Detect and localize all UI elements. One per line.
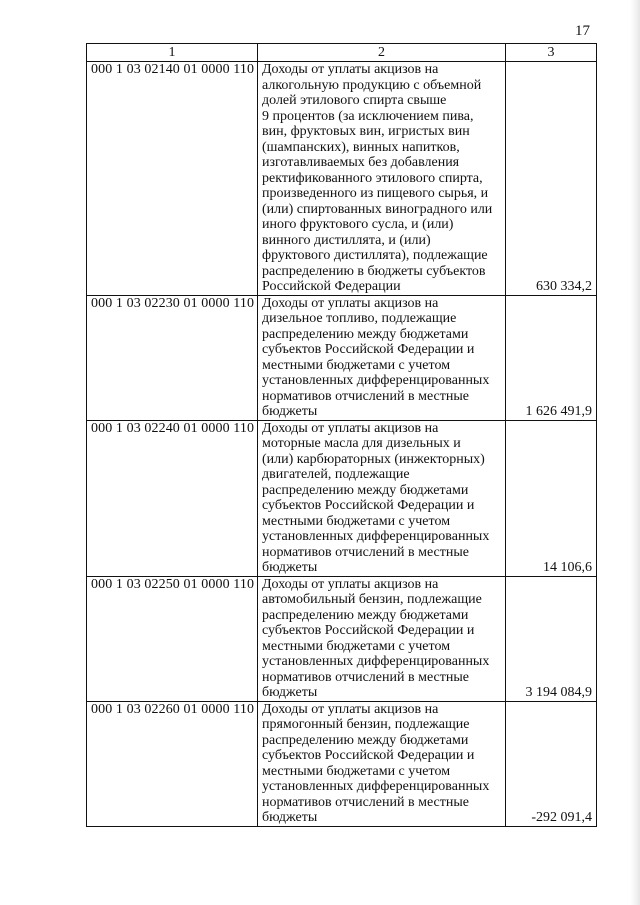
revenue-name-line: 9 процентов (за исключением пива,: [262, 108, 474, 124]
revenue-name-line: иного фруктового сусла, и (или): [262, 217, 454, 232]
revenue-name-line: фруктового дистиллята), подлежащие: [262, 248, 488, 263]
revenue-name-line: нормативов отчислений в местные: [262, 544, 469, 560]
revenue-name-line: местными бюджетами с учетом: [262, 638, 451, 654]
revenue-name-line: субъектов Российской Федерации и: [262, 748, 475, 763]
revenue-name-line: установленных дифференцированных: [262, 529, 490, 544]
revenue-name-line: (или) карбюраторных (инжекторных): [262, 451, 485, 467]
column-header-amount: 3: [506, 44, 597, 62]
revenue-name-line: моторные масла для дизельных и: [262, 436, 461, 451]
revenue-name-line: алкогольную продукцию с объемной: [262, 77, 482, 93]
revenue-name-line: нормативов отчислений в местные: [262, 388, 469, 404]
revenue-name-line: Российской Федерации: [262, 279, 401, 294]
revenue-name-line: Доходы от уплаты акцизов на: [262, 701, 439, 717]
revenue-name-line: (шампанских), винных напитков,: [262, 139, 460, 155]
revenue-name-line: распределению между бюджетами: [262, 607, 469, 623]
revenue-code: 000 1 03 02140 01 0000 110: [87, 62, 258, 296]
revenue-name: [258, 420, 506, 576]
revenue-amount: 1 626 491,9: [506, 295, 597, 420]
table-row: [87, 295, 597, 420]
revenue-name-line: местными бюджетами с учетом: [262, 357, 451, 373]
revenue-amount: 14 106,6: [506, 420, 597, 576]
table-row: [87, 576, 597, 701]
revenue-name-line: произведенного из пищевого сырья, и: [262, 186, 489, 201]
revenue-name-line: бюджеты: [262, 810, 318, 825]
revenue-name: [258, 576, 506, 701]
revenue-name-line: нормативов отчислений в местные: [262, 669, 469, 685]
page-number: 17: [575, 23, 590, 39]
revenue-name-line: установленных дифференцированных: [262, 373, 490, 388]
revenue-name-line: субъектов Российской Федерации и: [262, 623, 475, 638]
scan-edge-shadow: [630, 0, 640, 905]
revenue-table: [86, 43, 597, 827]
revenue-amount: 3 194 084,9: [506, 576, 597, 701]
revenue-name-line: двигателей, подлежащие: [262, 467, 410, 482]
revenue-name-line: Доходы от уплаты акцизов на: [262, 420, 439, 436]
revenue-name-line: прямогонный бензин, подлежащие: [262, 717, 470, 732]
revenue-name-line: бюджеты: [262, 560, 318, 575]
revenue-name-line: субъектов Российской Федерации и: [262, 498, 475, 513]
revenue-name-line: установленных дифференцированных: [262, 654, 490, 669]
revenue-code: 000 1 03 02250 01 0000 110: [87, 576, 258, 701]
revenue-name-line: местными бюджетами с учетом: [262, 513, 451, 529]
revenue-name-line: установленных дифференцированных: [262, 779, 490, 794]
revenue-name-line: Доходы от уплаты акцизов на: [262, 576, 439, 592]
table-row: [87, 701, 597, 826]
revenue-amount: -292 091,4: [506, 701, 597, 826]
revenue-code: 000 1 03 02260 01 0000 110: [87, 701, 258, 826]
revenue-name-line: распределению между бюджетами: [262, 482, 469, 498]
revenue-name-line: бюджеты: [262, 685, 318, 700]
revenue-name-line: субъектов Российской Федерации и: [262, 342, 475, 357]
header-row: [87, 44, 597, 62]
revenue-name-line: бюджеты: [262, 404, 318, 419]
column-header-name: 2: [258, 44, 506, 62]
revenue-name: [258, 701, 506, 826]
table-header: [87, 44, 597, 62]
revenue-name-line: ректификованного этилового спирта,: [262, 170, 483, 186]
revenue-name-line: распределению между бюджетами: [262, 732, 469, 748]
revenue-name-line: Доходы от уплаты акцизов на: [262, 62, 439, 77]
revenue-name: [258, 295, 506, 420]
table-row: [87, 62, 597, 296]
revenue-name-line: Доходы от уплаты акцизов на: [262, 295, 439, 311]
revenue-name-line: местными бюджетами с учетом: [262, 763, 451, 779]
revenue-code: 000 1 03 02240 01 0000 110: [87, 420, 258, 576]
column-header-code: 1: [87, 44, 258, 62]
revenue-name-line: распределению в бюджеты субъектов: [262, 263, 486, 279]
revenue-name-line: автомобильный бензин, подлежащие: [262, 592, 482, 607]
revenue-name-line: дизельное топливо, подлежащие: [262, 311, 457, 326]
revenue-name-line: вин, фруктовых вин, игристых вин: [262, 124, 470, 139]
revenue-name: [258, 62, 506, 296]
revenue-name-line: изготавливаемых без добавления: [262, 155, 460, 170]
revenue-name-line: нормативов отчислений в местные: [262, 794, 469, 810]
revenue-amount: 630 334,2: [506, 62, 597, 296]
table-body: [87, 62, 597, 827]
revenue-name-line: винного дистиллята, и (или): [262, 232, 431, 248]
revenue-code: 000 1 03 02230 01 0000 110: [87, 295, 258, 420]
table-row: [87, 420, 597, 576]
revenue-name-line: долей этилового спирта свыше: [262, 93, 447, 108]
revenue-name-line: (или) спиртованных виноградного или: [262, 201, 493, 217]
revenue-name-line: распределению между бюджетами: [262, 326, 469, 342]
